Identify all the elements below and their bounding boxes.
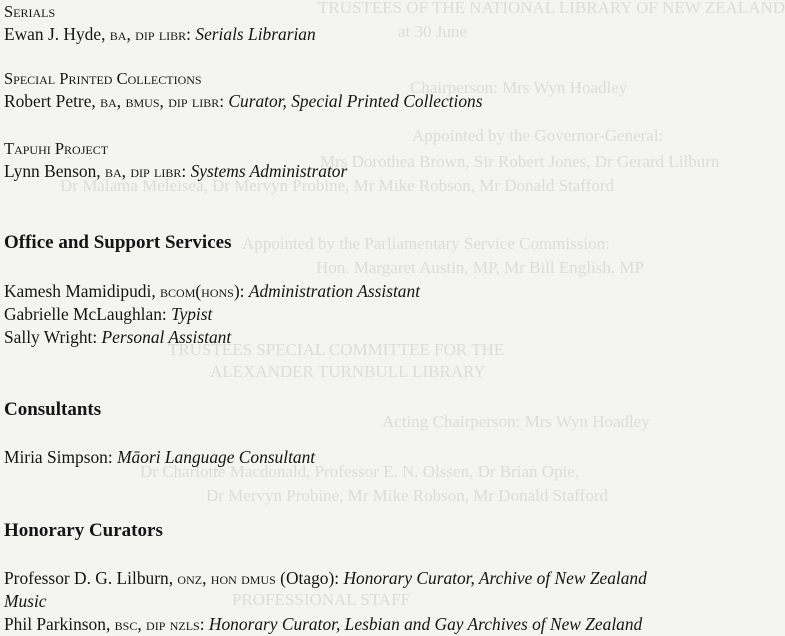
bleed-line: TRUSTEES OF THE NATIONAL LIBRARY OF NEW ZEALAND <box>318 0 785 17</box>
bleed-line: ALEXANDER TURNBULL LIBRARY <box>210 362 486 381</box>
staff-name: Sally Wright: <box>4 327 98 347</box>
staff-quals: bsc, dip nzls: <box>114 614 205 634</box>
staff-name: Lynn Benson, <box>4 161 101 181</box>
bleed-line: Appointed by the Parliamentary Service Commission: <box>242 234 610 253</box>
staff-name: Kamesh Mamidipudi, <box>4 281 156 301</box>
heading-office: Office and Support Services <box>4 232 232 253</box>
staff-name: Ewan J. Hyde, <box>4 24 106 44</box>
staff-entry <box>4 23 316 46</box>
staff-role: Honorary Curator, Lesbian and Gay Archives of New Zealand <box>208 614 643 634</box>
section-consultants <box>4 446 315 469</box>
staff-role: Māori Language Consultant <box>117 447 316 467</box>
staff-quals: bcom(hons): <box>160 281 245 301</box>
staff-role-continued <box>4 590 647 613</box>
staff-role: Music <box>4 591 47 611</box>
staff-role: Administration Assistant <box>248 281 421 301</box>
bleed-line: Dr Mervyn Probine, Mr Mike Robson, Mr Donald Stafford <box>206 486 608 505</box>
staff-quals: ba, dip libr: <box>109 24 192 44</box>
bleed-line: PROFESSIONAL STAFF <box>232 590 410 609</box>
staff-role: Personal Assistant <box>101 327 232 347</box>
heading-honorary: Honorary Curators <box>4 520 163 541</box>
staff-entry <box>4 303 420 326</box>
staff-quals: ba, dip libr: <box>104 161 187 181</box>
staff-name: Gabrielle McLaughlan: <box>4 304 167 324</box>
bleed-line: Appointed by the Governor-General: <box>412 126 664 145</box>
section-tapuhi <box>4 137 347 183</box>
staff-name: Phil Parkinson, <box>4 614 111 634</box>
staff-entry <box>4 613 647 636</box>
bleed-line: Chairperson: Mrs Wyn Hoadley <box>410 78 628 97</box>
bleed-line: Mrs Dorothea Brown, Sir Robert Jones, Dr Gerard Lilburn <box>320 152 720 171</box>
bleed-line: TRUSTEES SPECIAL COMMITTEE FOR THE <box>168 340 505 359</box>
staff-entry <box>4 567 647 590</box>
section-office <box>4 280 420 349</box>
staff-role: Typist <box>171 304 213 324</box>
bleed-line: Dr Charlotte Macdonald, Professor E. N. Olssen, Dr Brian Opie, <box>140 462 580 481</box>
staff-name: Robert Petre, <box>4 91 96 111</box>
staff-entry <box>4 280 420 303</box>
bleed-line: Dr Malama Meleisea, Dr Mervyn Probine, Mr Mike Robson, Mr Donald Stafford <box>60 176 614 195</box>
staff-entry <box>4 446 315 469</box>
staff-quals: ba, bmus, dip libr: <box>100 91 225 111</box>
bleed-line: Acting Chairperson: Mrs Wyn Hoadley <box>382 412 650 431</box>
section-serials <box>4 0 316 46</box>
staff-quals: onz, hon dmus <box>177 568 276 588</box>
section-label: Special Printed Collections <box>4 69 202 88</box>
staff-role: Curator, Special Printed Collections <box>228 91 483 111</box>
section-label: Tapuhi Project <box>4 139 109 158</box>
staff-name: Professor D. G. Lilburn, <box>4 568 174 588</box>
staff-role: Honorary Curator, Archive of New Zealand <box>343 568 647 588</box>
staff-role: Serials Librarian <box>195 24 316 44</box>
staff-affiliation: (Otago): <box>280 568 340 588</box>
staff-role: Systems Administrator <box>190 161 348 181</box>
staff-entry <box>4 326 420 349</box>
section-honorary <box>4 567 647 636</box>
bleed-line: at 30 June <box>398 22 467 41</box>
staff-entry <box>4 90 483 113</box>
staff-name: Miria Simpson: <box>4 447 113 467</box>
bleed-line: Hon. Margaret Austin, MP, Mr Bill English, MP <box>316 258 644 277</box>
staff-entry <box>4 160 347 183</box>
section-special-printed <box>4 67 483 113</box>
heading-consultants: Consultants <box>4 399 102 420</box>
section-label: Serials <box>4 2 56 21</box>
